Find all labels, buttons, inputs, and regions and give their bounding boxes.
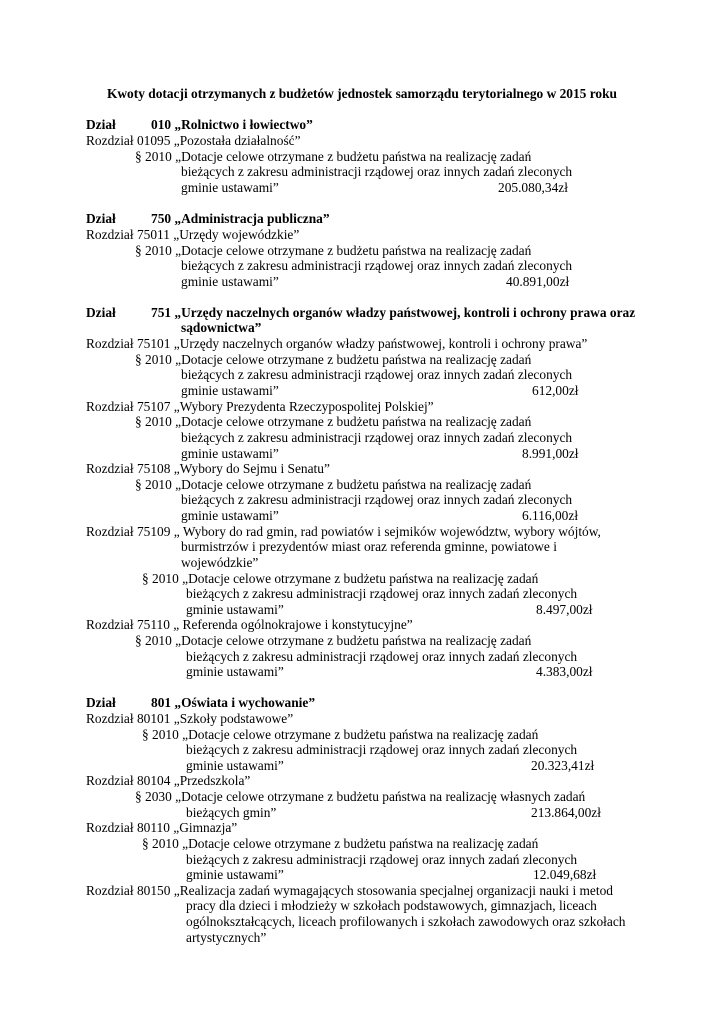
- paragraf-desc: gminie ustawami”: [181, 446, 279, 461]
- paragraf-desc: gminie ustawami”: [181, 383, 279, 398]
- paragraf-desc: bieżących gmin”: [186, 805, 277, 820]
- amount: 12.049,68zł: [533, 867, 597, 882]
- paragraf-desc: bieżących z zakresu administracji rządowej oraz innych zadań zleconych: [181, 367, 573, 382]
- amount: 40.891,00zł: [506, 274, 570, 289]
- paragraf-line: § 2010 „Dotacje celowe otrzymane z budżetu państwa na realizację zadań: [135, 243, 532, 258]
- rozdzial-label-continued: ogólnokształcących, liceach profilowanych i szkołach zawodowych oraz szkołach: [186, 914, 626, 929]
- amount: 612,00zł: [532, 383, 579, 398]
- amount: 20.323,41zł: [531, 758, 595, 773]
- paragraf-desc: bieżących z zakresu administracji rządowej oraz innych zadań zleconych: [186, 852, 578, 867]
- document-title: Kwoty dotacji otrzymanych z budżetów jednostek samorządu terytorialnego w 2015 roku: [106, 86, 618, 101]
- rozdzial-label: Rozdział 75109 „ Wybory do rad gmin, rad powiatów i sejmików województw, wybory wójtów,: [86, 524, 601, 539]
- paragraf-line: § 2010 „Dotacje celowe otrzymane z budżetu państwa na realizację zadań: [142, 571, 539, 586]
- paragraf-desc: gminie ustawami”: [181, 508, 279, 523]
- rozdzial-label: Rozdział 75110 „ Referenda ogólnokrajowe i konstytucyjne”: [86, 617, 413, 632]
- amount: 6.116,00zł: [522, 508, 579, 523]
- amount: 4.383,00zł: [536, 664, 593, 679]
- paragraf-desc: bieżących z zakresu administracji rządowej oraz innych zadań zleconych: [181, 258, 573, 273]
- rozdzial-label: Rozdział 75108 „Wybory do Sejmu i Senatu”: [86, 461, 330, 476]
- dzial-heading: 801 „Oświata i wychowanie”: [151, 695, 316, 710]
- amount: 213.864,00zł: [531, 805, 601, 820]
- rozdzial-label: Rozdział 75107 „Wybory Prezydenta Rzeczypospolitej Polskiej”: [86, 399, 434, 414]
- amount: 205.080,34zł: [498, 180, 568, 195]
- amount: 8.991,00zł: [522, 446, 579, 461]
- rozdzial-label: Rozdział 80101 „Szkoły podstawowe”: [86, 711, 294, 726]
- dzial-heading: 010 „Rolnictwo i łowiectwo”: [151, 117, 313, 132]
- paragraf-desc: bieżących z zakresu administracji rządowej oraz innych zadań zleconych: [186, 649, 578, 664]
- paragraf-line: § 2010 „Dotacje celowe otrzymane z budżetu państwa na realizację zadań: [142, 836, 539, 851]
- paragraf-desc: gminie ustawami”: [186, 867, 284, 882]
- paragraf-desc: gminie ustawami”: [181, 180, 279, 195]
- dzial-label: Dział: [86, 695, 116, 710]
- paragraf-desc: gminie ustawami”: [186, 602, 284, 617]
- dzial-label: Dział: [86, 211, 116, 226]
- rozdzial-label: Rozdział 80110 „Gimnazja”: [86, 820, 238, 835]
- paragraf-line: § 2010 „Dotacje celowe otrzymane z budżetu państwa na realizację zadań: [142, 727, 539, 742]
- paragraf-desc: bieżących z zakresu administracji rządowej oraz innych zadań zleconych: [181, 492, 573, 507]
- paragraf-line: § 2010 „Dotacje celowe otrzymane z budżetu państwa na realizację zadań: [135, 633, 532, 648]
- paragraf-desc: bieżących z zakresu administracji rządowej oraz innych zadań zleconych: [186, 586, 578, 601]
- rozdzial-label: Rozdział 75011 „Urzędy wojewódzkie”: [86, 227, 300, 242]
- rozdzial-label: Rozdział 80104 „Przedszkola”: [86, 773, 251, 788]
- rozdzial-label-continued: artystycznych”: [186, 930, 267, 945]
- rozdzial-label-continued: wojewódzkie”: [181, 555, 259, 570]
- paragraf-line: § 2010 „Dotacje celowe otrzymane z budżetu państwa na realizację zadań: [135, 477, 532, 492]
- dzial-heading: 751 „Urzędy naczelnych organów władzy państwowej, kontroli i ochrony prawa oraz: [151, 305, 636, 320]
- dzial-heading: 750 „Administracja publiczna”: [151, 211, 330, 226]
- paragraf-desc: bieżących z zakresu administracji rządowej oraz innych zadań zleconych: [186, 742, 578, 757]
- rozdzial-label: Rozdział 80150 „Realizacja zadań wymagających stosowania specjalnej organizacji nauki i metod: [86, 883, 613, 898]
- paragraf-line: § 2010 „Dotacje celowe otrzymane z budżetu państwa na realizację zadań: [135, 414, 532, 429]
- paragraf-line: § 2010 „Dotacje celowe otrzymane z budżetu państwa na realizację zadań: [135, 149, 532, 164]
- rozdzial-label-continued: burmistrzów i prezydentów miast oraz referenda gminne, powiatowe i: [181, 539, 557, 554]
- paragraf-desc: gminie ustawami”: [186, 664, 284, 679]
- dzial-heading-continued: sądownictwa”: [181, 320, 262, 335]
- paragraf-desc: gminie ustawami”: [181, 274, 279, 289]
- rozdzial-label: Rozdział 75101 „Urzędy naczelnych organów władzy państwowej, kontroli i ochrony prawa”: [86, 336, 588, 351]
- dzial-label: Dział: [86, 117, 116, 132]
- paragraf-line: § 2010 „Dotacje celowe otrzymane z budżetu państwa na realizację zadań: [135, 352, 532, 367]
- dzial-label: Dział: [86, 305, 116, 320]
- paragraf-desc: bieżących z zakresu administracji rządowej oraz innych zadań zleconych: [181, 164, 573, 179]
- rozdzial-label-continued: pracy dla dzieci i młodzieży w szkołach podstawowych, gimnazjach, liceach: [186, 898, 597, 913]
- paragraf-desc: bieżących z zakresu administracji rządowej oraz innych zadań zleconych: [181, 430, 573, 445]
- rozdzial-label: Rozdział 01095 „Pozostała działalność”: [86, 133, 301, 148]
- paragraf-desc: gminie ustawami”: [186, 758, 284, 773]
- amount: 8.497,00zł: [536, 602, 593, 617]
- paragraf-line: § 2030 „Dotacje celowe otrzymane z budżetu państwa na realizację własnych zadań: [135, 789, 586, 804]
